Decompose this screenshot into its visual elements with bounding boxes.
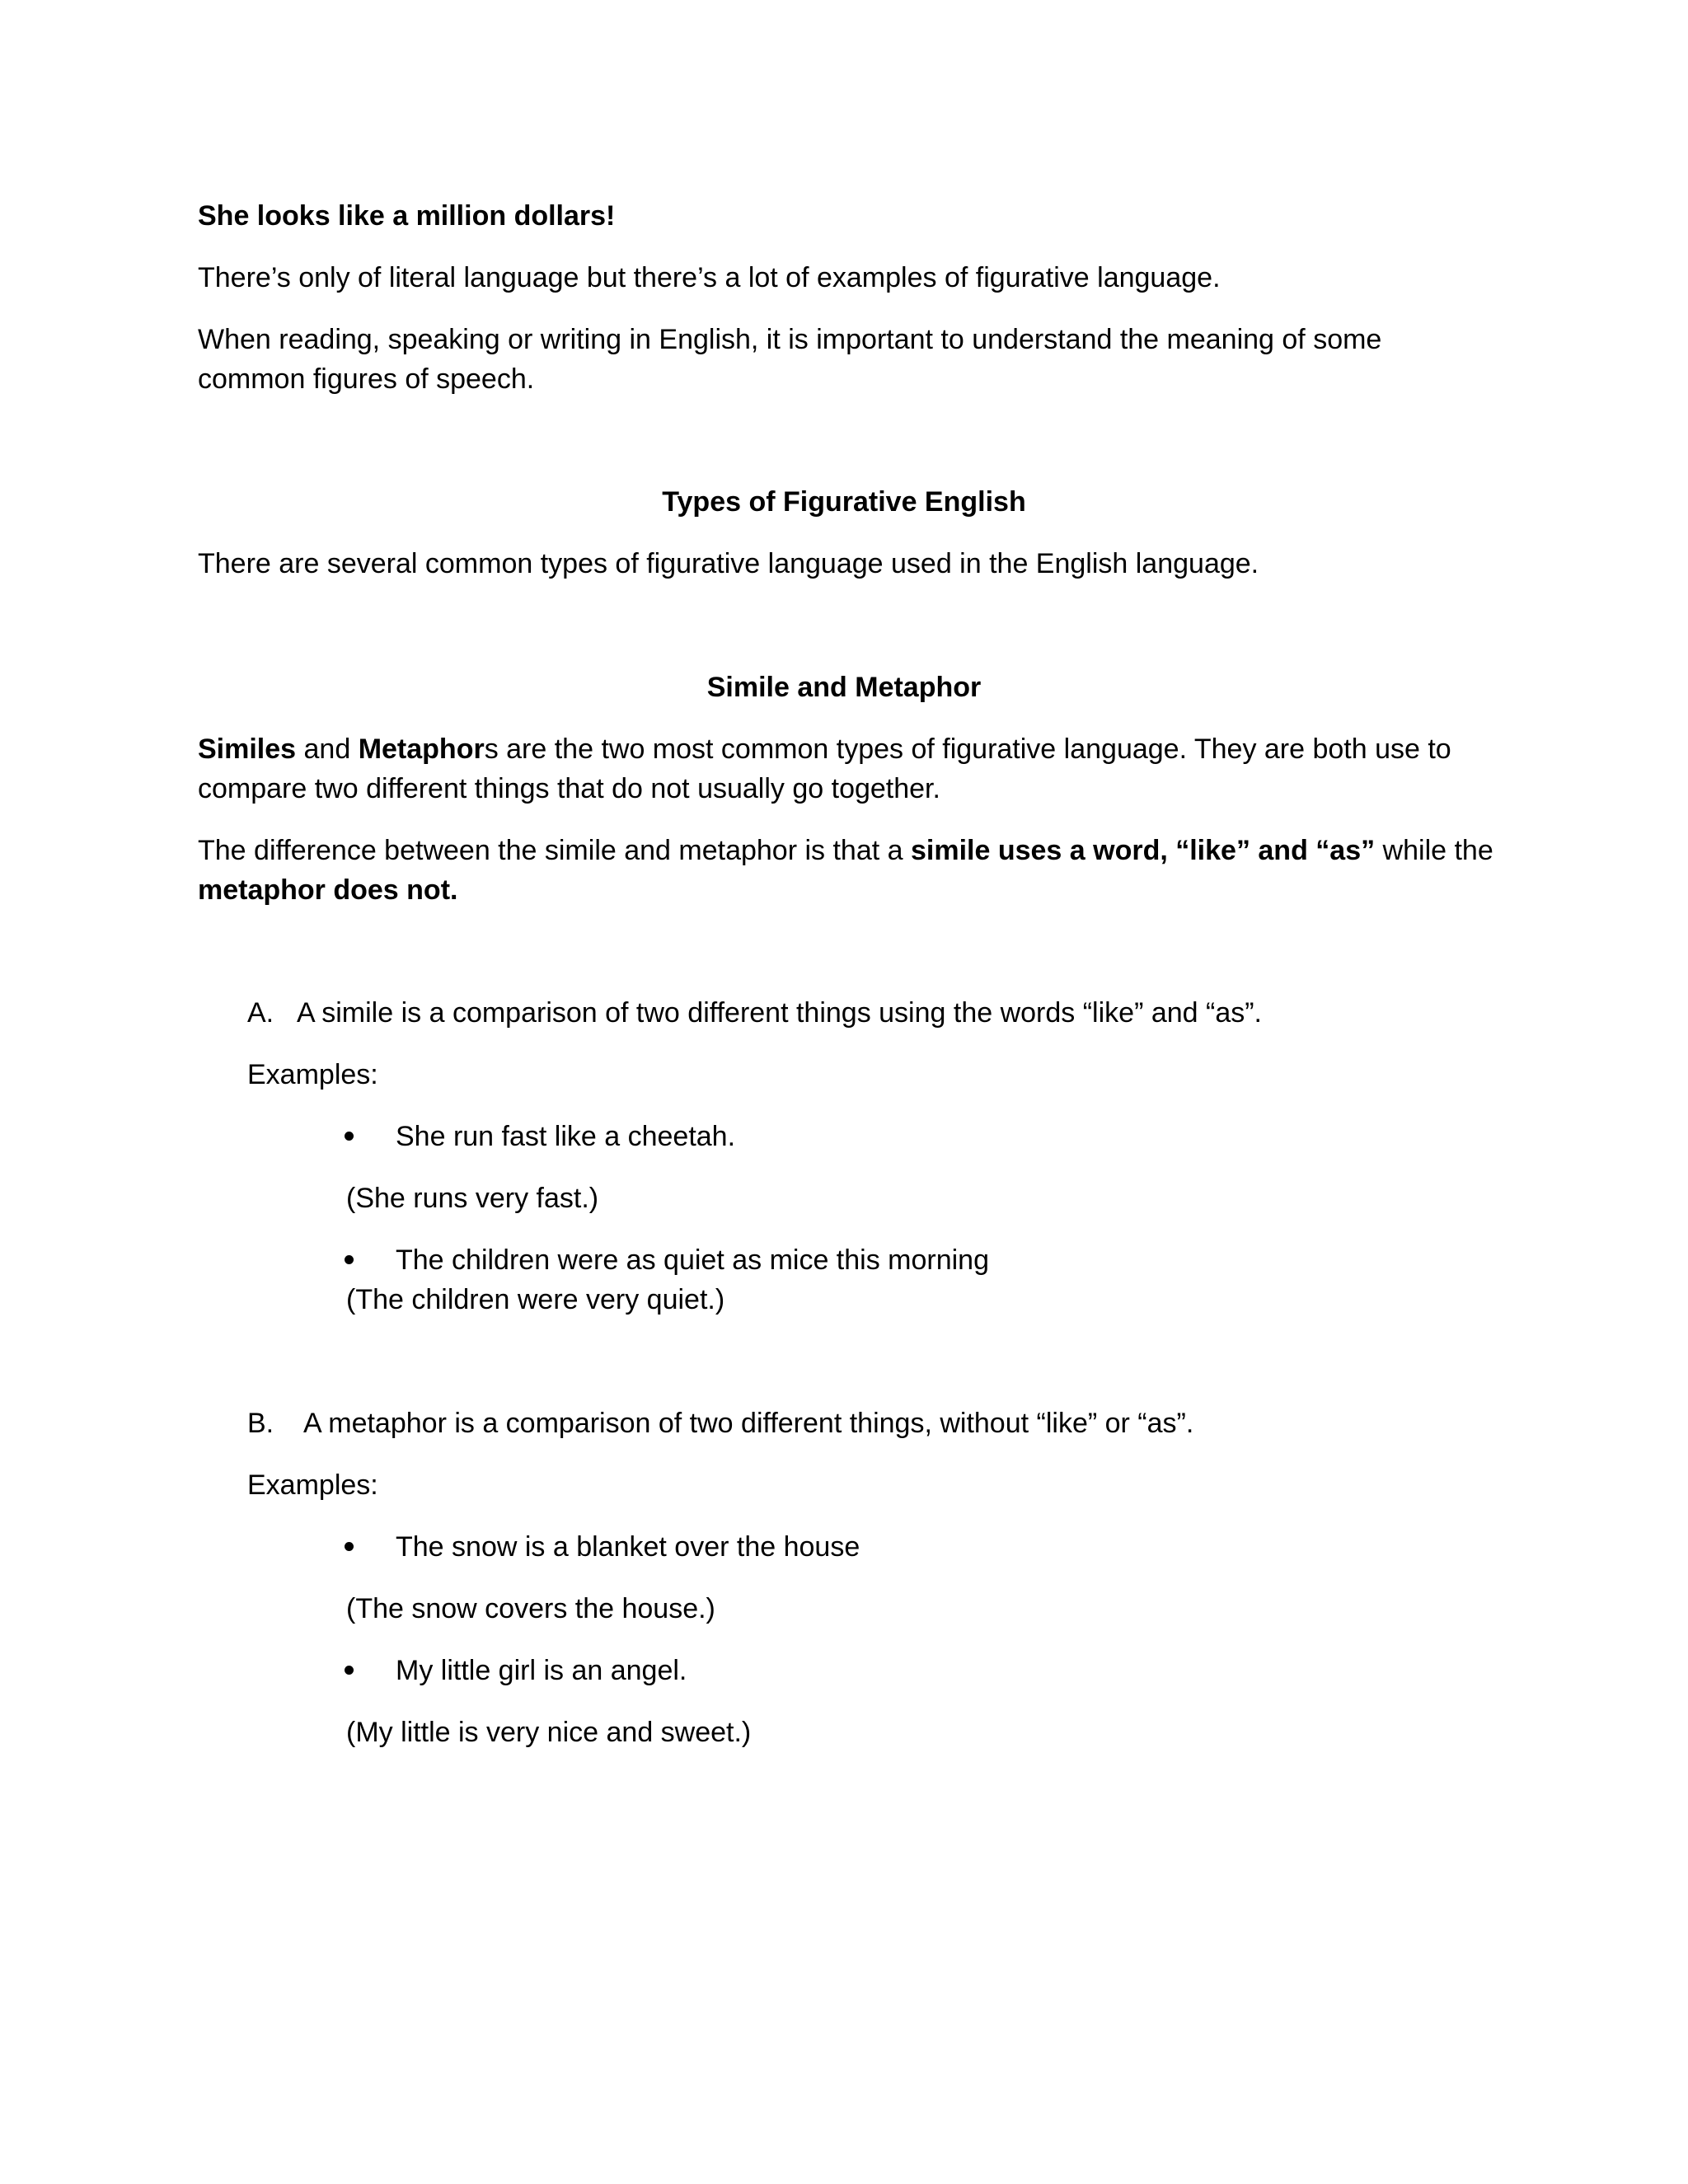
difference-start: The difference between the simile and metaphor is that a	[198, 835, 911, 866]
metaphor-term: Metaphor	[358, 733, 485, 765]
metaphor-example-2-explanation: (My little is very nice and sweet.)	[346, 1717, 752, 1748]
intro-paragraph-2-line-1: When reading, speaking or writing in English, it is important to understand the meaning of some	[198, 324, 1382, 355]
simile-example-1: She run fast like a cheetah.	[396, 1121, 736, 1152]
bullet-icon	[345, 1542, 354, 1551]
metaphor-example-1: The snow is a blanket over the house	[396, 1531, 860, 1563]
simile-metaphor-title: Simile and Metaphor	[706, 672, 982, 703]
intro-paragraph-2-line-2: common figures of speech.	[198, 363, 535, 395]
difference-paragraph-line-1	[198, 831, 1493, 871]
types-section-body: There are several common types of figurative language used in the English language.	[198, 548, 1259, 579]
bullet-icon	[345, 1255, 354, 1264]
metaphor-example-2: My little girl is an angel.	[396, 1655, 687, 1686]
difference-bold: simile uses a word, “like” and “as”	[911, 835, 1376, 866]
intro-paragraph-1: There’s only of literal language but there’s a lot of examples of figurative language.	[198, 262, 1221, 293]
metaphor-example-1-explanation: (The snow covers the house.)	[346, 1593, 715, 1624]
and-connector: and	[296, 733, 359, 765]
simile-metaphor-paragraph-1-line-2: compare two different things that do not usually go together.	[198, 773, 940, 804]
difference-end: while the	[1375, 835, 1493, 866]
difference-paragraph-line-2: metaphor does not.	[198, 874, 458, 906]
simile-example-2: The children were as quiet as mice this morning	[396, 1244, 989, 1276]
document-heading: She looks like a million dollars!	[198, 200, 616, 232]
list-marker-a: A.	[247, 997, 274, 1029]
simile-examples-label: Examples:	[247, 1059, 378, 1090]
simile-example-1-explanation: (She runs very fast.)	[346, 1183, 599, 1214]
types-section-title: Types of Figurative English	[662, 486, 1026, 518]
similes-term: Similes	[198, 733, 297, 765]
simile-definition: A simile is a comparison of two different things using the words “like” and “as”.	[297, 997, 1263, 1029]
simile-example-2-explanation: (The children were very quiet.)	[346, 1284, 725, 1315]
simile-metaphor-paragraph-1-line-1	[198, 729, 1451, 770]
list-marker-b: B.	[247, 1408, 274, 1439]
paragraph-1-rest: s are the two most common types of figurative language. They are both use to	[484, 733, 1451, 765]
bullet-icon	[345, 1132, 354, 1141]
metaphor-definition: A metaphor is a comparison of two different things, without “like” or “as”.	[303, 1408, 1194, 1439]
metaphor-examples-label: Examples:	[247, 1469, 378, 1501]
bullet-icon	[345, 1666, 354, 1675]
